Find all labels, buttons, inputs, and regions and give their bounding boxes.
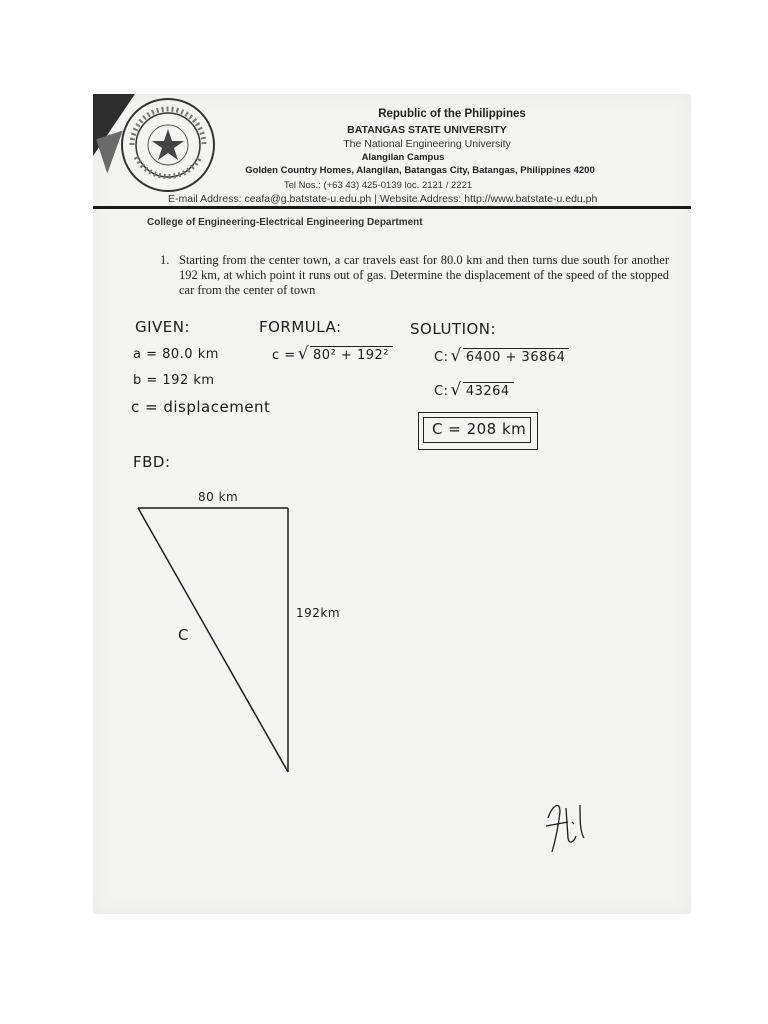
signature-mark [546,805,584,852]
header-email-website: E-mail Address: ceafa@g.batstate-u.edu.ph | Website Address: http://www.batstate-u.edu.ph [168,193,598,205]
solution-line-1-radicand: 6400 + 36864 [463,348,570,365]
solution-line-2-lhs: C: [434,384,449,399]
problem-number: 1. [160,253,170,267]
given-c: c = displacement [131,398,271,416]
solution-heading: SOLUTION: [410,320,497,338]
fbd-heading: FBD: [133,453,171,471]
solution-line-1-lhs: C: [434,350,449,365]
header-tel: Tel Nos.: (+63 43) 425-0139 loc. 2121 / 2221 [283,180,473,191]
formula-heading: FORMULA: [259,318,342,336]
header-university: BATANGAS STATE UNIVERSITY [347,124,507,136]
sqrt-icon: √ [297,344,310,364]
header-tagline: The National Engineering University [343,138,511,150]
problem-text: Starting from the center town, a car travels east for 80.0 km and then turns due south for another 192 km, at which point it runs out of gas. Determine the displacement of the speed of the stopped car from the center of town [179,253,669,297]
sqrt-icon: √ [450,380,462,400]
final-answer: C = 208 km [432,420,527,438]
fbd-top-label: 80 km [198,490,239,504]
header-address: Golden Country Homes, Alangilan, Batangas City, Batangas, Philippines 4200 [245,165,595,176]
department-title: College of Engineering-Electrical Engineering Department [147,217,423,228]
formula-radicand: 80² + 192² [310,346,393,363]
header-campus: Alangilan Campus [361,152,445,163]
fbd-side-label: 192km [296,606,341,620]
given-heading: GIVEN: [135,318,191,336]
header-republic: Republic of the Philippines [378,108,526,120]
given-a: a = 80.0 km [133,347,219,362]
given-b: b = 192 km [133,373,215,388]
solution-line-2-radicand: 43264 [463,382,514,399]
fbd-hypotenuse [138,508,288,772]
sqrt-icon: √ [450,346,462,366]
fbd-hypotenuse-label: C [178,626,189,644]
formula-lhs: c = [272,348,296,363]
